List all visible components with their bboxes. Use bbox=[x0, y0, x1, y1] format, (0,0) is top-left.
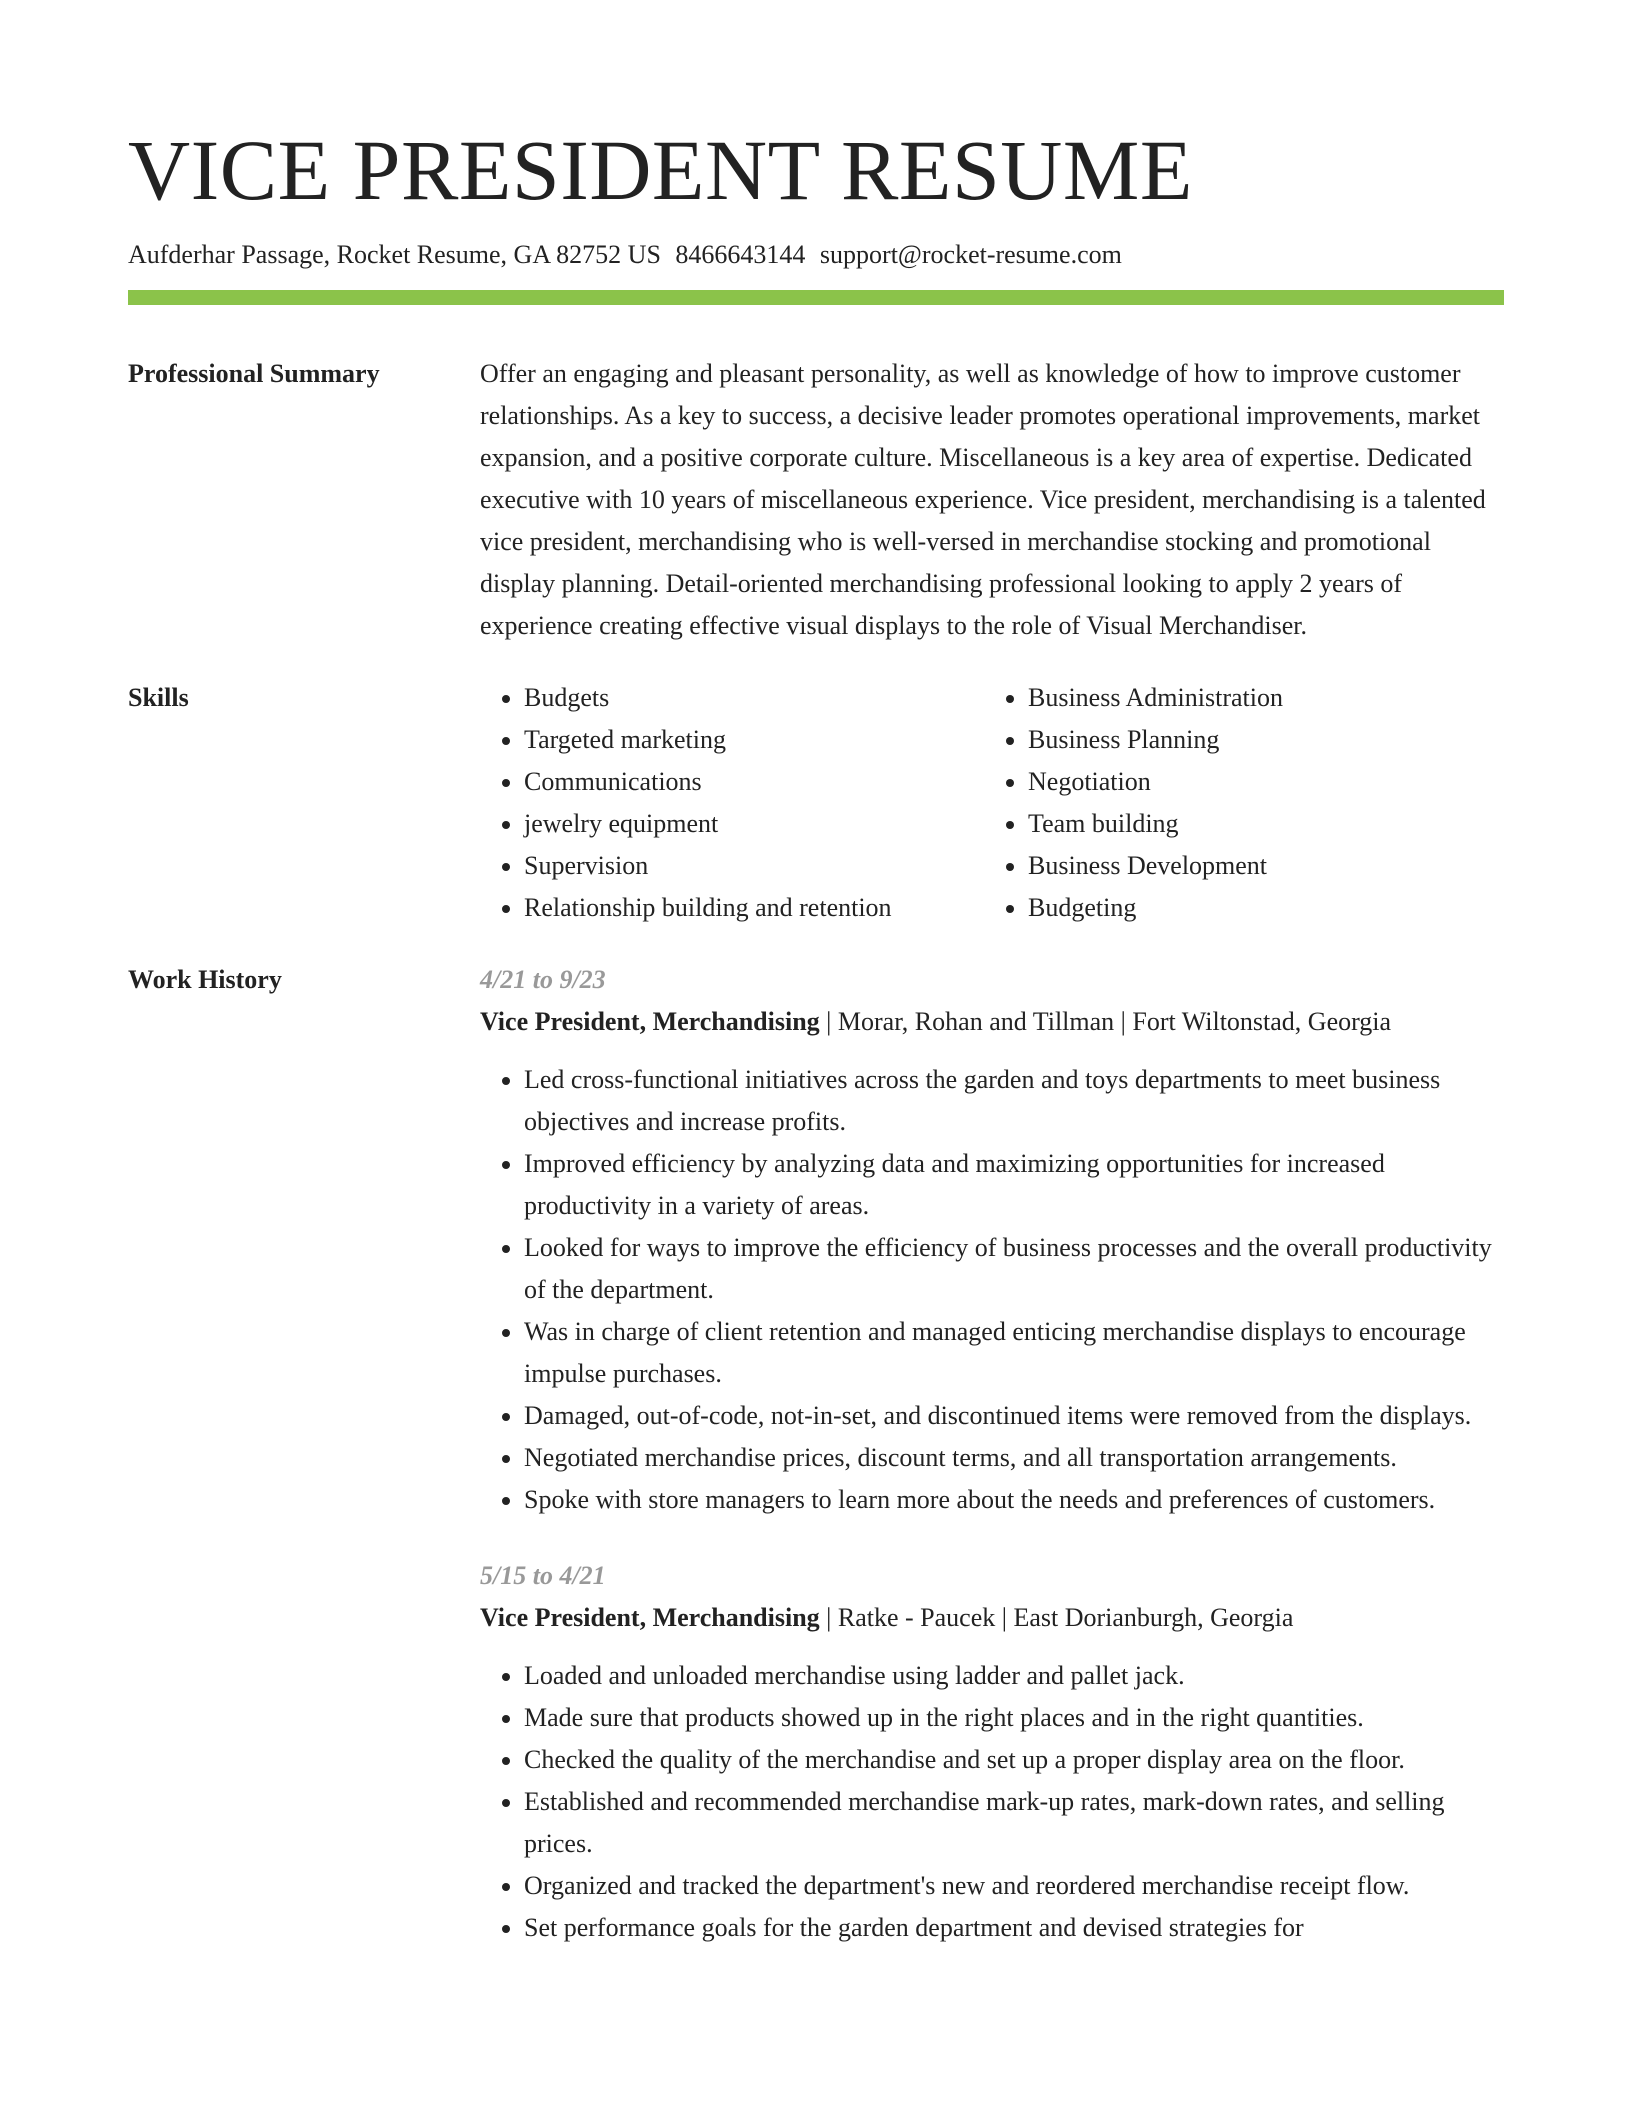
summary-section bbox=[128, 353, 1504, 647]
work-history-body bbox=[480, 959, 1504, 1983]
resume-title: VICE PRESIDENT RESUME bbox=[128, 122, 1193, 218]
skills-heading: Skills bbox=[128, 683, 189, 712]
contact-address: Aufderhar Passage, Rocket Resume, GA 82752 US bbox=[128, 240, 661, 269]
skill-item: • Business Planning bbox=[1028, 719, 1283, 761]
job-bullet: • Damaged, out-of-code, not-in-set, and discontinued items were removed from the displays. bbox=[524, 1395, 1504, 1437]
contact-phone: 8466643144 bbox=[675, 240, 806, 269]
job-employer-location: | Morar, Rohan and Tillman | Fort Wiltonstad, Georgia bbox=[819, 1007, 1392, 1036]
job-title: Vice President, Merchandising bbox=[480, 1007, 820, 1036]
skills-list-right bbox=[984, 677, 1283, 929]
job-bullet: • Negotiated merchandise prices, discount terms, and all transportation arrangements. bbox=[524, 1437, 1504, 1479]
job-title: Vice President, Merchandising bbox=[480, 1603, 820, 1632]
summary-text: Offer an engaging and pleasant personality, as well as knowledge of how to improve customer relationships. As a key to success, a decisive leader promotes operational improvements, market expansion, and a positive corporate culture. Miscellaneous is a key area of expertise. Dedicated executive with 10 years of miscellaneous experience. Vice president, merchandising is a talented vice president, merchandising who is well-versed in merchandise stocking and promotional display planning. Detail-oriented merchandising professional looking to apply 2 years of experience creating effective visual displays to the role of Visual Merchandiser. bbox=[480, 359, 1486, 640]
skills-section bbox=[128, 677, 1504, 929]
contact-email: support@rocket-resume.com bbox=[819, 240, 1122, 269]
job-entry bbox=[480, 1555, 1504, 1949]
skill-item: • Team building bbox=[1028, 803, 1283, 845]
job-bullet: • Set performance goals for the garden department and devised strategies for bbox=[524, 1907, 1504, 1949]
skills-columns bbox=[480, 677, 1504, 929]
skills-body bbox=[480, 677, 1504, 929]
job-dates: 5/15 to 4/21 bbox=[480, 1561, 606, 1590]
job-bullet: • Led cross-functional initiatives across the garden and toys departments to meet business objectives and increase profits. bbox=[524, 1059, 1504, 1143]
skill-item: • Negotiation bbox=[1028, 761, 1283, 803]
skill-item: • Supervision bbox=[524, 845, 984, 887]
job-title-line bbox=[480, 1001, 1504, 1043]
job-bullets bbox=[480, 1059, 1504, 1521]
job-bullets bbox=[480, 1655, 1504, 1949]
skill-item: • Communications bbox=[524, 761, 984, 803]
summary-heading: Professional Summary bbox=[128, 359, 380, 388]
job-bullet: • Checked the quality of the merchandise and set up a proper display area on the floor. bbox=[524, 1739, 1504, 1781]
summary-body bbox=[480, 353, 1504, 647]
job-employer-location: | Ratke - Paucek | East Dorianburgh, Georgia bbox=[819, 1603, 1294, 1632]
job-bullet: • Organized and tracked the department's new and reordered merchandise receipt flow. bbox=[524, 1865, 1504, 1907]
skill-item: • Business Administration bbox=[1028, 677, 1283, 719]
job-bullet: • Was in charge of client retention and managed enticing merchandise displays to encourage impulse purchases. bbox=[524, 1311, 1504, 1395]
skill-item: • Targeted marketing bbox=[524, 719, 984, 761]
skill-item: • Budgets bbox=[524, 677, 984, 719]
work-history-section bbox=[128, 959, 1504, 1983]
work-history-heading: Work History bbox=[128, 965, 282, 994]
contact-line bbox=[128, 236, 1504, 274]
job-bullet: • Made sure that products showed up in the right places and in the right quantities. bbox=[524, 1697, 1504, 1739]
skill-item: • Business Development bbox=[1028, 845, 1283, 887]
job-title-line bbox=[480, 1597, 1504, 1639]
job-bullet: • Looked for ways to improve the efficiency of business processes and the overall productivity of the department. bbox=[524, 1227, 1504, 1311]
skill-item: • Relationship building and retention bbox=[524, 887, 984, 929]
job-bullet: • Loaded and unloaded merchandise using ladder and pallet jack. bbox=[524, 1655, 1504, 1697]
accent-divider bbox=[128, 290, 1504, 305]
job-dates: 4/21 to 9/23 bbox=[480, 965, 606, 994]
skill-item: • jewelry equipment bbox=[524, 803, 984, 845]
skills-list-left bbox=[480, 677, 984, 929]
skill-item: • Budgeting bbox=[1028, 887, 1283, 929]
job-bullet: • Improved efficiency by analyzing data and maximizing opportunities for increased productivity in a variety of areas. bbox=[524, 1143, 1504, 1227]
job-bullet: • Spoke with store managers to learn more about the needs and preferences of customers. bbox=[524, 1479, 1504, 1521]
job-entry bbox=[480, 959, 1504, 1521]
job-bullet: • Established and recommended merchandise mark-up rates, mark-down rates, and selling prices. bbox=[524, 1781, 1504, 1865]
